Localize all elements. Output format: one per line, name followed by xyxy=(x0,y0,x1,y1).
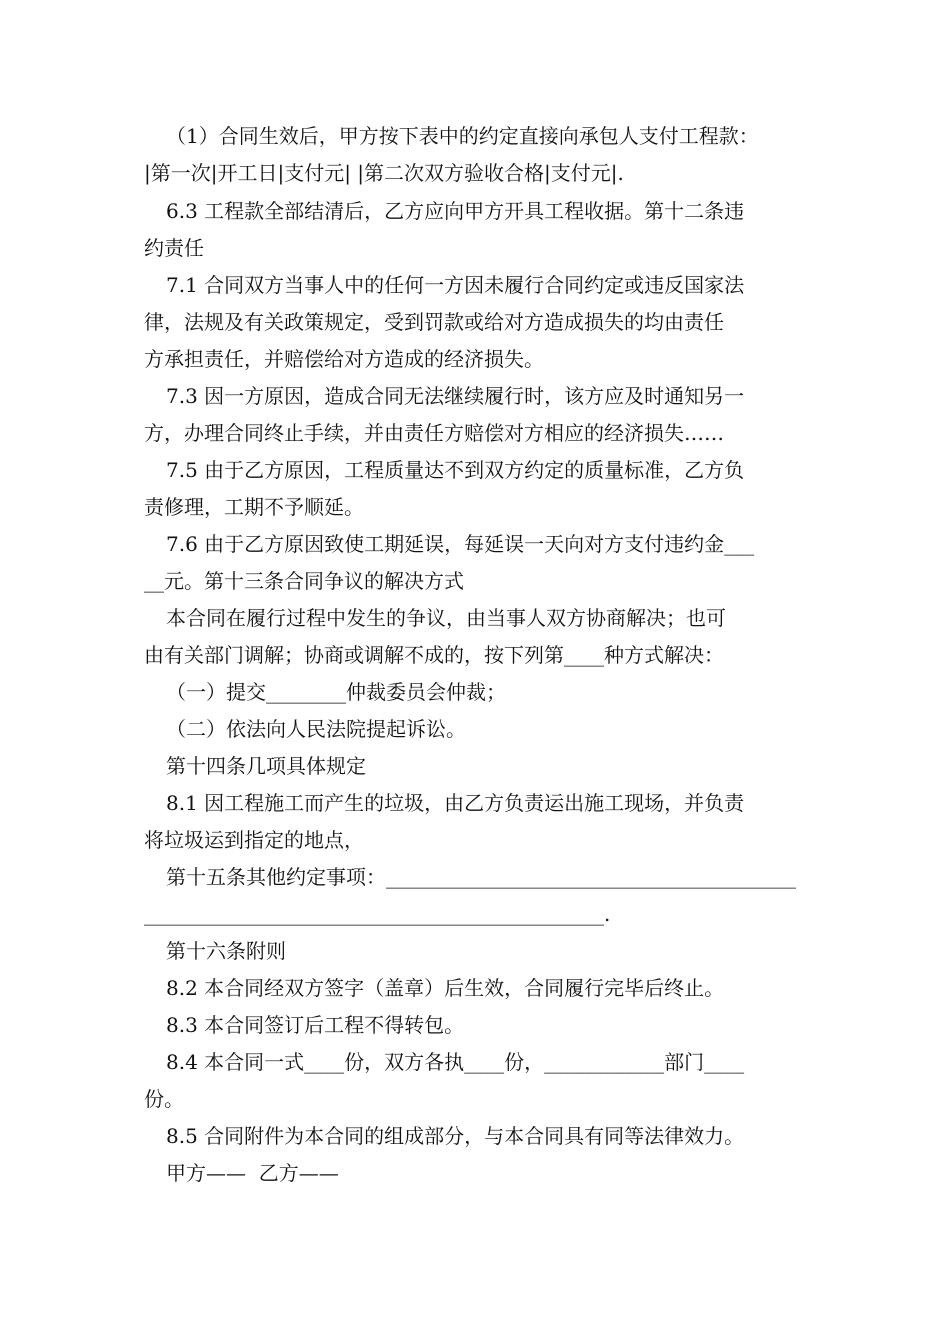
text-line: （1）合同生效后，甲方按下表中的约定直接向承包人支付工程款： xyxy=(166,124,759,148)
text-line: 7.6 由于乙方原因致使工期延误，每延误一天向对方支付违约金___ xyxy=(166,532,755,556)
text-line: 由有关部门调解；协商或调解不成的，按下列第____种方式解决： xyxy=(144,643,724,667)
text-line: 7.1 合同双方当事人中的任何一方因未履行合同约定或违反国家法 xyxy=(166,273,745,297)
text-line: 约责任 xyxy=(144,236,204,260)
text-line: 8.5 合同附件为本合同的组成部分，与本合同具有同等法律效力。 xyxy=(166,1124,745,1148)
text-line: 8.3 本合同签订后工程不得转包。 xyxy=(166,1013,465,1037)
text-line: 第十五条其他约定事项：_________________________________________ xyxy=(166,865,796,889)
text-line: __元。第十三条合同争议的解决方式 xyxy=(144,569,464,593)
text-line: |第一次|开工日|支付元| |第二次双方验收合格|支付元|. xyxy=(144,161,624,185)
signature-line: 甲方—— 乙方—— xyxy=(166,1161,339,1185)
text-line: 8.4 本合同一式____份，双方各执____份，____________部门____ xyxy=(166,1050,745,1074)
text-line: （二）依法向人民法院提起诉讼。 xyxy=(166,717,466,741)
text-line: ______________________________________________. xyxy=(144,902,611,926)
text-line: 6.3 工程款全部结清后，乙方应向甲方开具工程收据。第十二条违 xyxy=(166,199,745,223)
text-line: 7.5 由于乙方原因，工程质量达不到双方约定的质量标准，乙方负 xyxy=(166,458,745,482)
text-line: 责修理，工期不予顺延。 xyxy=(144,495,364,519)
text-line: 方，办理合同终止手续，并由责任方赔偿对方相应的经济损失…… xyxy=(144,421,724,445)
text-line: 8.1 因工程施工而产生的垃圾，由乙方负责运出施工现场，并负责 xyxy=(166,791,745,815)
text-line: 份。 xyxy=(144,1087,184,1111)
text-line: 方承担责任，并赔偿给对方造成的经济损失。 xyxy=(144,347,544,371)
section-heading: 第十四条几项具体规定 xyxy=(166,754,366,778)
text-line: （一）提交________仲裁委员会仲裁； xyxy=(166,680,506,704)
section-heading: 第十六条附则 xyxy=(166,939,286,963)
text-line: 律，法规及有关政策规定，受到罚款或给对方造成损失的均由责任 xyxy=(144,310,724,334)
text-line: 将垃圾运到指定的地点， xyxy=(144,828,364,852)
text-line: 本合同在履行过程中发生的争议，由当事人双方协商解决；也可 xyxy=(166,606,726,630)
text-line: 8.2 本合同经双方签字（盖章）后生效，合同履行完毕后终止。 xyxy=(166,976,725,1000)
text-line: 7.3 因一方原因，造成合同无法继续履行时，该方应及时通知另一 xyxy=(166,384,745,408)
